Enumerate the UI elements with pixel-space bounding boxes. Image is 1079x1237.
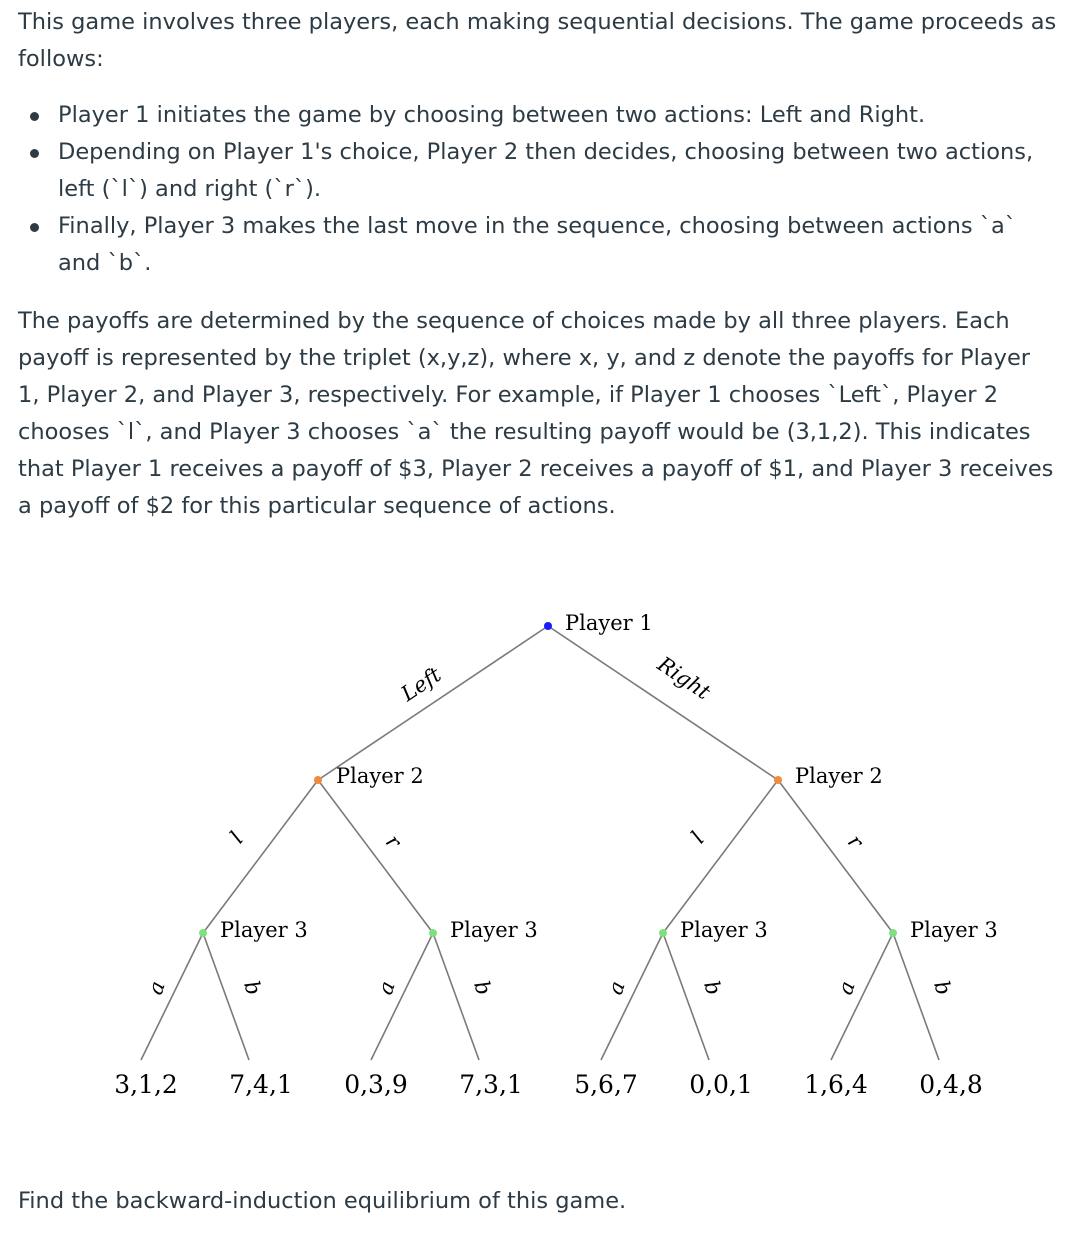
payoff-5: 5,6,7 <box>574 1070 638 1099</box>
edge-player3-to-payoff <box>663 933 709 1060</box>
edge-player1-to-player2 <box>318 626 548 780</box>
rule-text: Player 1 initiates the game by choosing between two actions: Left and Right. <box>58 102 926 128</box>
payoff-8: 0,4,8 <box>919 1070 983 1099</box>
edge-player2-to-player3 <box>318 780 433 933</box>
bullet-dot <box>30 223 39 232</box>
payoff-4: 7,3,1 <box>459 1070 523 1099</box>
bullet-dot <box>30 149 39 158</box>
player3-node <box>659 929 667 937</box>
intro-text: This game involves three players, each making sequential decisions. The game proceeds as follows: <box>18 9 1057 72</box>
player3-label-1: Player 3 <box>220 918 308 942</box>
player1-node <box>544 622 552 630</box>
edge-player2-to-player3 <box>663 780 778 933</box>
player3-node <box>889 929 897 937</box>
payoff-3: 0,3,9 <box>344 1070 408 1099</box>
question-text: Find the backward-induction equilibrium of this game. <box>18 1188 627 1214</box>
action-a-label-4: a <box>832 978 860 998</box>
tree-nodes <box>199 622 897 937</box>
rule-text: Depending on Player 1's choice, Player 2 then decides, choosing between two actions, left (`l`) and right (`r`). <box>58 139 1034 202</box>
edge-player3-to-payoff <box>141 933 203 1060</box>
edge-player2-to-player3 <box>778 780 893 933</box>
rule-item <box>18 134 1048 208</box>
action-left-label: Left <box>396 662 446 707</box>
action-l-label-left: l <box>225 827 248 848</box>
player3-label-3: Player 3 <box>680 918 768 942</box>
player2-right-label: Player 2 <box>795 764 883 788</box>
action-b-label-4: b <box>929 977 957 998</box>
action-r-label-right: r <box>842 829 868 854</box>
rule-text: Finally, Player 3 makes the last move in the sequence, choosing between actions `a` and `b`. <box>58 213 1016 276</box>
player2-left-label: Player 2 <box>336 764 424 788</box>
action-a-label-2: a <box>372 978 400 998</box>
edge-player3-to-payoff <box>371 933 433 1060</box>
bullet-dot <box>30 112 39 121</box>
action-a-label-1: a <box>142 978 170 998</box>
payoff-6: 0,0,1 <box>689 1070 753 1099</box>
rules-list <box>18 97 1048 282</box>
edge-player3-to-payoff <box>433 933 479 1060</box>
payoff-paragraph: The payoffs are determined by the sequence of choices made by all three players. Each payoff is represented by the triplet (x,y,z), where x, y, and z denote the payoffs for Player 1, Player 2, and Player 3, respectively. For example, if Player 1 chooses `Left`, Player 2 chooses `l`, and Player 3 chooses `a` the resulting payoff would be (3,1,2). This indicates that Player 1 receives a payoff of $3, Player 2 receives a payoff of $1, and Player 3 receives a payoff of $2 for this particular sequence of actions. <box>18 308 1054 519</box>
payoff-7: 1,6,4 <box>804 1070 868 1099</box>
edge-player3-to-payoff <box>203 933 249 1060</box>
action-l-label-right: l <box>686 827 709 848</box>
rule-item <box>18 97 1048 134</box>
player3-node <box>199 929 207 937</box>
player3-label-2: Player 3 <box>450 918 538 942</box>
rule-item <box>18 208 1048 282</box>
action-a-label-3: a <box>602 978 630 998</box>
action-b-label-1: b <box>239 977 267 998</box>
edge-player3-to-payoff <box>831 933 893 1060</box>
edge-player2-to-player3 <box>203 780 318 933</box>
player2-node <box>314 776 322 784</box>
edge-player3-to-payoff <box>893 933 939 1060</box>
player2-node <box>774 776 782 784</box>
edge-player1-to-player2 <box>548 626 778 780</box>
action-b-label-3: b <box>699 977 727 998</box>
tree-edges <box>141 626 939 1060</box>
player3-label-4: Player 3 <box>910 918 998 942</box>
action-right-label: Right <box>653 652 715 705</box>
game-tree <box>0 560 1079 1140</box>
action-b-label-2: b <box>469 977 497 998</box>
player3-node <box>429 929 437 937</box>
edge-player3-to-payoff <box>601 933 663 1060</box>
payoff-1: 3,1,2 <box>114 1070 178 1099</box>
action-r-label-left: r <box>380 829 406 854</box>
payoff-2: 7,4,1 <box>229 1070 293 1099</box>
player1-label: Player 1 <box>565 611 653 635</box>
